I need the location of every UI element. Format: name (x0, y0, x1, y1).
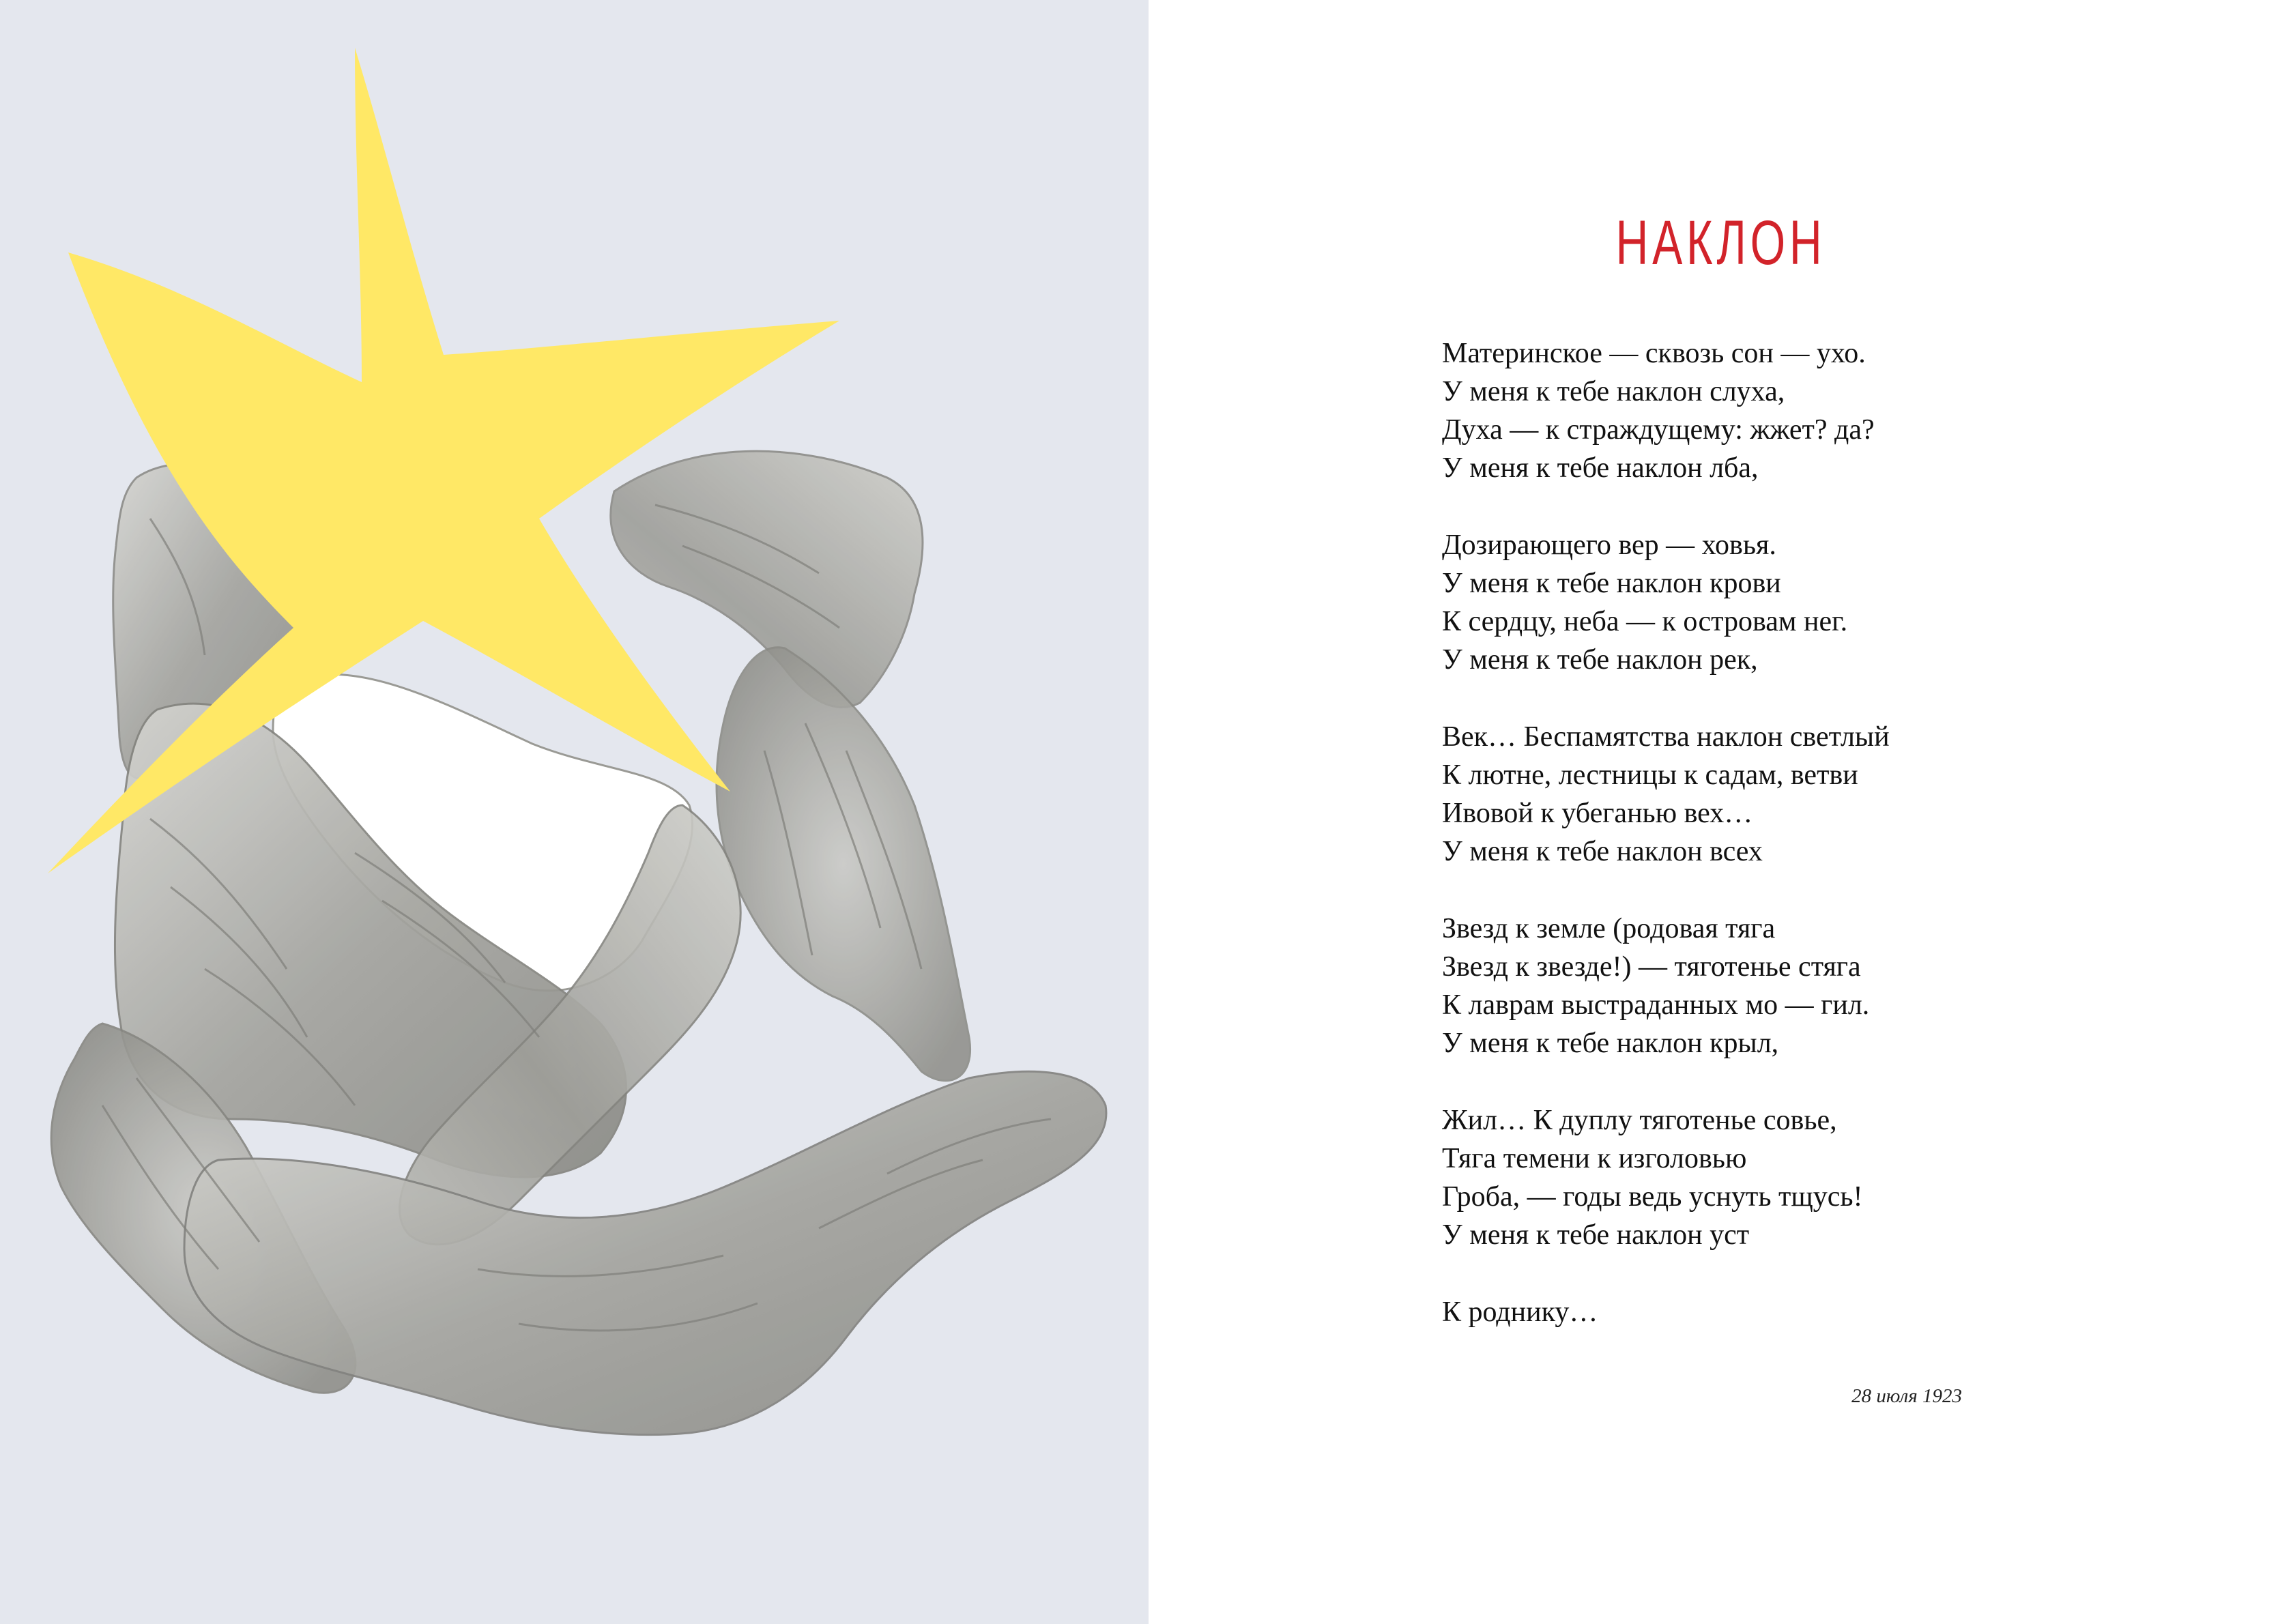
poem-line: У меня к тебе наклон крыл, (1442, 1028, 1779, 1059)
poem-line: Гроба, — годы ведь уснуть тщусь! (1442, 1181, 1863, 1213)
poem-line: У меня к тебе наклон крови (1442, 568, 1781, 599)
stanza (1442, 718, 2056, 871)
poem-line: Материнское — сквозь сон — ухо. (1442, 338, 1866, 369)
poem-line: Дозирающего вер — ховья. (1442, 530, 1776, 561)
poem-line: Век… Беспамятства наклон светлый (1442, 721, 1890, 753)
right-column-wing (717, 648, 970, 1081)
poem-line: У меня к тебе наклон слуха, (1442, 376, 1785, 407)
poem-line: К сердцу, неба — к островам нег. (1442, 606, 1848, 637)
poem-line: У меня к тебе наклон лба, (1442, 452, 1759, 484)
stanza (1442, 1101, 2056, 1254)
poem-line: У меня к тебе наклон рек, (1442, 644, 1758, 676)
stanza (1442, 334, 2056, 487)
poem-line: Духа — к страждущему: жжет? да? (1442, 414, 1875, 446)
stanza (1442, 526, 2056, 679)
poem-page (1149, 0, 2293, 1624)
stanza (1442, 1293, 2056, 1331)
poem-line: У меня к тебе наклон всех (1442, 836, 1763, 867)
poem-line: К лютне, лестницы к садам, ветви (1442, 759, 1858, 791)
poem-body (1442, 334, 2056, 1370)
poem-date: 28 июля 1923 (1851, 1385, 1962, 1407)
poem-line: Звезд к звезде!) — тяготенье стяга (1442, 951, 1861, 983)
poem-line: К лаврам выстраданных мо — гил. (1442, 989, 1870, 1021)
poem-line: К роднику… (1442, 1296, 1598, 1328)
stanza (1442, 910, 2056, 1062)
poem-line: Звезд к земле (родовая тяга (1442, 913, 1776, 944)
poem-line: Ивовой к убеганью вех… (1442, 798, 1753, 829)
poem-line: Жил… К дуплу тяготенье совье, (1442, 1105, 1837, 1136)
poem-title: НАКЛОН (1615, 208, 1826, 278)
poem-line: У меня к тебе наклон уст (1442, 1219, 1750, 1251)
poem-line: Тяга темени к изголовью (1442, 1143, 1747, 1174)
